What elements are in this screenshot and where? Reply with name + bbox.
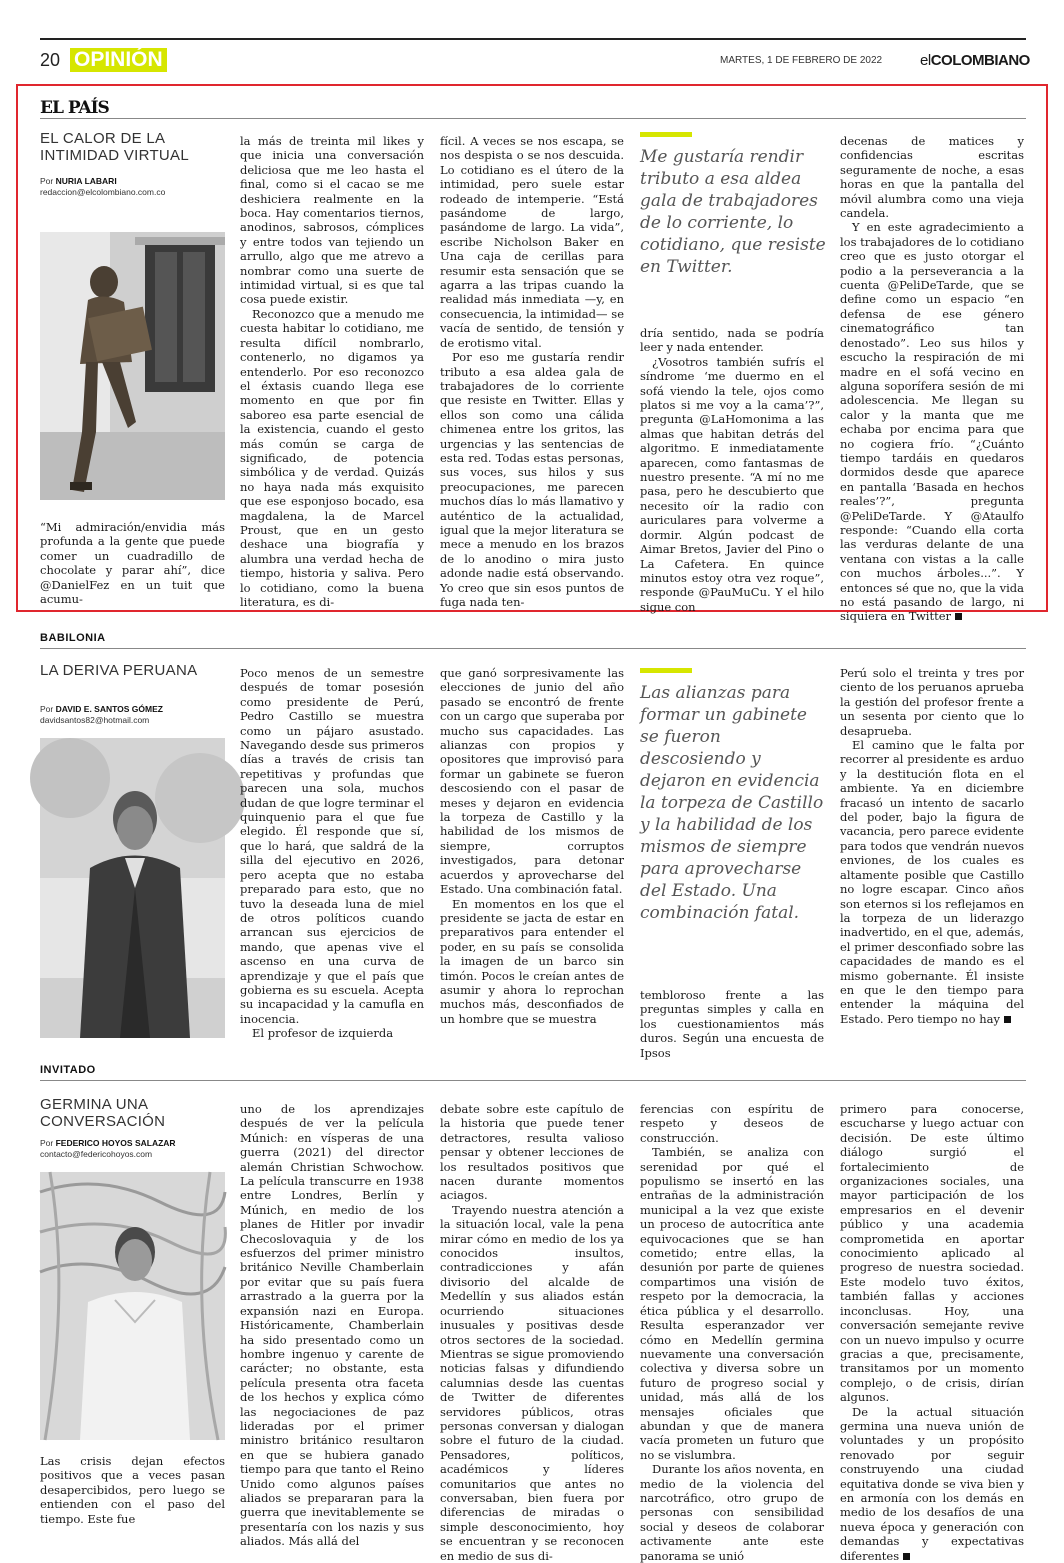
- paragraph: debate sobre este capítulo de la historia que puede tener detractores, resulta valioso pensar y obtener lecciones de los resultados positivos que nacen durante momentos aciagos.: [440, 1102, 624, 1203]
- article-el-calor: [40, 98, 1026, 624]
- paragraph: Perú solo el treinta y tres por ciento de los peruanos aprueba la gestión del profesor frente a un sesenta por ciento que lo desaprueba.: [840, 666, 1024, 738]
- paragraph: [840, 738, 1024, 1026]
- paragraph: Por eso me gustaría rendir tributo a esa aldea gala de trabajadores de lo corriente que resiste en Twitter. Ellas y ellos son como una cálida chimenea entre los gritos, las urgencias y las sentencias de esta red. Todas estas personas, sus voces, sus hilos y sus preocupaciones, me parecen muchos días lo más llamativo y auténtico de la actualidad, igual que la mejor literatura se mece a menudo en los brazos de lo anodino o mira justo adonde nadie está observando. Yo creo que sin esos puntos de fuga nada ten-: [440, 350, 624, 609]
- dateline: MARTES, 1 DE FEBRERO DE 2022: [720, 55, 883, 66]
- paragraph-text: Y en este agradecimiento a los trabajadores de lo cotidiano creo que es justo otorgar el podio a la perseverancia a la cuenta @PeliDeTarde, que se define como un espacio “en defensa de ese género cinematográfico tan denostado”. Leo sus hilos y escucho la respiración de mi madre en el sofá vecino en alguna soporífera sesión de mi adolescencia. Me llegan su calor y la manta que me echaba por encima para que no cogiera frío. “¿Cuánto tiempo tardáis en quedaros dormidos desde que aparece en pantalla ‘Basada en hechos reales’?”, pregunta @PeliDeTarde. Y @Ataulfo responde: “Cuando ella corta las verduras delante de una ventana con vistas a la calle con muchos árboles...”. Y entonces sé que no, que la vida no está pasando de largo, ni siquiera en Twitter: [840, 220, 1024, 624]
- article-column-4: [640, 326, 824, 614]
- statue-image-icon: [40, 232, 225, 500]
- author-photo: [40, 1172, 225, 1440]
- section-label: BABILONIA: [40, 632, 106, 644]
- paragraph: Reconozco que a menudo me cuesta habitar lo cotidiano, me resulta difícil nombrarlo, contenerlo, no digamos ya entenderlo. Por eso reconozco el éxtasis cuando llega ese momento en que por fin saboreo esa parte esencial de la existencia, cuando el gesto más común se carga de significado, de potencia simbólica y de verdad. Quizás no haya nada más exquisito que ese esponjoso bocado, esa magdalena, la de Marcel Proust, que en un gesto deshace una biografía y alumbra una verdad hecha de tiempo, historia y saliva. Pero lo cotidiano, como la buena literatura, es di-: [240, 306, 424, 609]
- paragraph: El profesor de izquierda: [252, 1026, 394, 1041]
- end-mark-icon: [903, 1553, 910, 1560]
- author-email: davidsantos82@hotmail.com: [40, 715, 150, 725]
- paragraph: También, se analiza con serenidad por qué el populismo se insertó en las entrañas de la administración municipal a la vez que existe un proceso de autocrítica ante equivocaciones que se han cometido; entre ellas, la desunión por parte de quienes compartimos una visión de respeto por la democracia, la ética pública y el desarrollo. Resulta esperanzador ver cómo en Medellín germina nuevamente una conversación colectiva y diversa sobre un futuro de progreso social y unidad, más allá de los mensajes oficiales que abundan y que de manera vacía prometen un futuro que no se vislumbra.: [640, 1145, 824, 1462]
- article-column-2: [240, 666, 424, 1046]
- pull-quote-bar: [640, 132, 692, 137]
- section-rule: [40, 648, 1026, 649]
- pull-quote: Me gustaría rendir tributo a esa aldea gala de trabajadores de lo corriente, lo cotidiano, que resiste en Twitter.: [640, 147, 826, 277]
- paragraph: [840, 1405, 1024, 1563]
- paragraph-text: De la actual situación germina una nueva unión de voluntades y un propósito renovado por seguir construyendo una ciudad equitativa donde se viva bien y en armonía con los demás en medio de los desafíos de una nueva época y generación con demandas y expectativas diferentes: [840, 1404, 1024, 1563]
- paragraph: tembloroso frente a las preguntas simples y calla en los cuestionamientos más duros. Según una encuesta de Ipsos: [640, 988, 824, 1060]
- article-germina: [40, 1064, 1026, 1563]
- paragraph: dría sentido, nada se podría leer y nada entender.: [640, 326, 824, 355]
- statue-photo: [40, 232, 225, 500]
- author-name: FEDERICO HOYOS SALAZAR: [55, 1138, 176, 1148]
- paragraph: primero para conocerse, escucharse y luego actuar con decisión. De este último diálogo surgió el fortalecimiento de organizaciones sociales, una mayor participación de los empresarios en el devenir público y una academia comprometida en aportar conocimiento aplicado al progreso de nuestra sociedad. Este modelo tuvo éxitos, también fallas y acciones inconclusas. Hoy, una conversación semejante revive con un nuevo impulso y ocurre gracias a que, precisamente, transitamos por un momento complejo, o de crisis, dirían algunos.: [840, 1102, 1024, 1405]
- author-photo: [40, 738, 225, 1038]
- article-column-4: [640, 1102, 824, 1563]
- byline: [40, 704, 240, 726]
- pull-quote: Las alianzas para formar un gabinete se fueron descosiendo y dejaron en evidencia la torpeza de Castillo y la habilidad de los mismos de siempre para aprovecharse del Estado. Una combinación fatal.: [640, 683, 824, 923]
- article-column-3: [440, 1102, 624, 1563]
- article-column-1: [40, 520, 225, 607]
- author-name: DAVID E. SANTOS GÓMEZ: [55, 704, 163, 714]
- author-name: NURIA LABARI: [55, 176, 117, 186]
- paragraph: Durante los años noventa, en medio de la violencia del narcotráfico, otro grupo de personas con sensibilidad social y deseos de colaborar activamente ante este panorama se unió: [640, 1462, 824, 1563]
- paragraph: que ganó sorpresivamente las elecciones de junio del año pasado se encontró de frente con un cargo que superaba por mucho sus capacidades. Las alianzas con propios y opositores que improvisó para formar un gabinete se fueron descosiendo con el pasar de meses y dejaron en evidencia la torpeza de Castillo y la habilidad de los mismos de siempre, corruptos investigados, para detonar acuerdos y aprovecharse del Estado. Una combinación fatal.: [440, 666, 624, 897]
- author-email: contacto@federicohoyos.com: [40, 1149, 153, 1159]
- article-column-2: [240, 134, 424, 609]
- article-column-5: [840, 1102, 1024, 1563]
- article-deriva-peruana: [40, 632, 1026, 1060]
- paragraph: decenas de matices y confidencias escritas seguramente de noche, a esas horas en que la pantalla del móvil alumbra como una vieja candela.: [840, 134, 1024, 221]
- brand-prefix: el: [920, 52, 931, 69]
- paragraph: fícil. A veces se nos escapa, se nos despista o se nos descuida. Lo cotidiano es el útero de la intimidad, pero suele estar rodeado de intemperie. “Está pasándome de largo, pasándome de largo. La vida”, escribe Nicholson Baker en Una caja de cerillas para resumir esta sensación que se agarra a las tripas cuando la realidad más inmediata —y, en consecuencia, la intimidad— se vacía de sentido, de tensión y de erotismo vital.: [440, 134, 624, 350]
- author-portrait-icon: [40, 738, 225, 1038]
- end-mark-icon: [955, 613, 962, 620]
- paragraph: Trayendo nuestra atención a la situación local, vale la pena mirar cómo en medio de los ya conocidos insultos, contradicciones y afán divisorio del alcalde de Medellín y sus aliados están ocurriendo situaciones inusuales y positivas desde otros sectores de la sociedad. Mientras se sigue promoviendo noticias falsas y difundiendo calumnias desde las cuentas de Twitter de diferentes servidores públicos, otras personas conversan y dialogan sobre el futuro de la ciudad. Pensadores, políticos, académicos y líderes comunitarios que antes no conversaban, bien fuera por diferencias de miradas o simple desconocimiento, hoy se encuentran y se reconocen en medio de sus di-: [440, 1202, 624, 1563]
- article-headline: GERMINA UNA CONVERSACIÓN: [40, 1096, 166, 1130]
- paragraph-text: El camino que le falta por recorrer al presidente es arduo y la destitución flota en el ambiente. Ya en diciembre fracasó un intento de sacarlo del poder, bajo la figura de vacancia, pero parece evidente para todos que vendrán nuevos enviones, de los cuales es altamente posible que Castillo no logre escapar. Cinco años son eternos si los reflejamos en la torpeza de un liderazgo inadvertido, en el que, además, el primer desconfiado sobre las capacidades de mando es el mismo gobernante. Él insiste en que le den tiempo para entender la máquina del Estado. Pero tiempo no hay: [840, 738, 1024, 1026]
- byline-prefix: Por: [40, 1138, 54, 1148]
- section-rule: [40, 1080, 1026, 1081]
- paragraph: ¿Vosotros también sufrís el síndrome ‘me duermo en el sofá viendo la tele, ojos como platos si me voy a la cama’?”, pregunta @LaHomonima a las almas que habitan detrás del algoritmo. E inmediatamente aparecen, como fantasmas de nuestro presente. “A mí no me pasa, pero he descubierto que necesito oír la radio con auriculares para volverme a dormir. Algún podcast de Aimar Bretos, Javier del Pino o La Cafetera. En quince minutos estoy otra vez roque”, responde @PauMuCu. Y el hilo sigue con: [640, 354, 824, 614]
- article-column-1: [40, 1454, 225, 1542]
- paragraph: uno de los aprendizajes después de ver la película Múnich: en vísperas de una guerra (2021) del director alemán Christian Schwochow. La película transcurre en 1938 entre Londres, Berlín y Múnich, en medio de los planes de Hitler por invadir Checoslovaquia y de los esfuerzos del primer ministro británico Neville Chamberlain por evitar que su país fuera arrastrado a la guerra por la expansión nazi en Europa. Históricamente, Chamberlain ha sido presentado como un hombre ingenuo y carente de carácter; no obstante, esta película presenta otra faceta de los hechos y explica cómo las negociaciones de paz lideradas por el primer ministro británico resultaron en que se hubiera ganado tiempo para que tanto el Reino Unido como algunos países aliados se prepararan para la guerra que inevitablemente se presentaría con los nazis y sus aliados. Más allá del: [240, 1102, 424, 1549]
- article-headline: LA DERIVA PERUANA: [40, 662, 198, 679]
- article-column-5: [840, 134, 1024, 624]
- article-column-5: [840, 666, 1024, 1046]
- paragraph: “Mi admiración/envidia más profunda a la gente que puede comer un cuadradillo de chocolate y parar ahí”, dice @DanielFez en un tuit que acumu-: [40, 520, 225, 607]
- brand-name: COLOMBIANO: [930, 52, 1030, 69]
- section-label: EL PAÍS: [40, 98, 109, 118]
- paragraph: ferencias con espíritu de respeto y deseos de construcción.: [640, 1102, 824, 1145]
- paragraph: [840, 220, 1024, 623]
- byline: [40, 176, 240, 198]
- end-mark-icon: [1004, 1016, 1011, 1023]
- brand-logo: [920, 52, 1030, 69]
- paragraph: En momentos en los que el presidente se jacta de estar en preparativos para entender el poder, en su país se consolida la imagen de un barco sin timón. Pocos le creían antes de asumir y ahora lo reprochan muchos más, desconfiados de un hombre que se muestra: [440, 896, 624, 1026]
- byline-prefix: Por: [40, 176, 54, 186]
- paragraph: Las crisis dejan efectos positivos que a veces pasan desapercibidos, pero luego se entienden con el paso del tiempo. Este fue: [40, 1454, 225, 1526]
- author-portrait-icon: [40, 1172, 225, 1440]
- paragraph: Poco menos de un semestre después de tomar posesión como presidente de Perú, Pedro Castillo se muestra como un pájaro asustado. Navegando desde sus primeros días a través de crisis tan repetitivas y profundas que parecen una sola, muchos dudan de que logre terminar el quinquenio para el que fue elegido. Él responde que sí, que lo hará, que saldrá de la silla del ejecutivo en 2026, pero acepta que no estaba preparado para esto, que no tuvo la deseada luna de miel de otros políticos cuando arrancan sus ejercicios de mando, que apenas vive el ascenso en una curva de aprendizaje y que el país que gobierna es su escuela. Acepta su incapacidad y la camufla en inocencia.: [240, 666, 424, 1026]
- page-number: 20: [40, 50, 61, 70]
- article-headline: EL CALOR DE LA INTIMIDAD VIRTUAL: [40, 130, 190, 164]
- pull-quote-bar: [640, 668, 692, 673]
- top-rule: [40, 38, 1026, 40]
- section-rule: [40, 118, 1026, 119]
- section-name: OPINIÓN: [70, 48, 167, 72]
- article-column-2: [240, 1102, 424, 1549]
- byline: [40, 1138, 240, 1160]
- article-column-3: [440, 666, 624, 1046]
- author-email: redaccion@elcolombiano.com.co: [40, 187, 166, 197]
- article-column-4: [640, 988, 824, 1060]
- paragraph: la más de treinta mil likes y que inicia una conversación deliciosa que me leo hasta el final, como si el cacao se me deshiciera realmente en la boca. Hay comentarios tiernos, anodinos, sabrosos, cómplices y entre todos van tejiendo un arrullo, algo que me atrevo a nombrar como una suerte de intimidad virtual, si es que tal cosa puede existir.: [240, 134, 424, 307]
- article-column-3: [440, 134, 624, 609]
- byline-prefix: Por: [40, 704, 54, 714]
- section-label: INVITADO: [40, 1064, 96, 1076]
